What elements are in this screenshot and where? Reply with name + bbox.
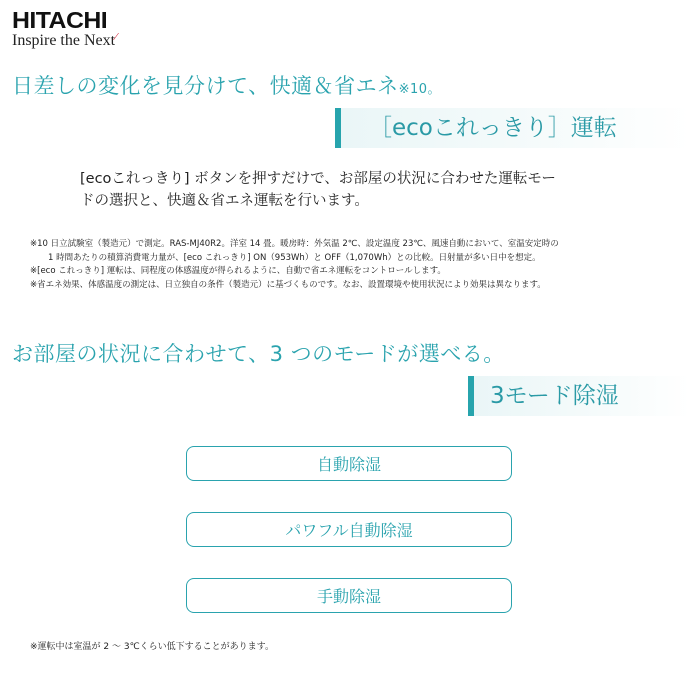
description-line-1: [ecoこれっきり] ボタンを押すだけで、お部屋の状況に合わせた運転モー (80, 171, 556, 187)
notes-block (30, 238, 670, 292)
tagline-swoosh-icon: ⁄ (115, 31, 117, 43)
mode-button-powerful-auto-dehumidify[interactable]: パワフル自動除湿 (186, 512, 512, 547)
description-line-2: ドの選択と、快適＆省エネ運転を行います。 (80, 193, 369, 209)
section2-heading: お部屋の状況に合わせて、3 つのモードが選べる。 (12, 342, 505, 366)
section1-heading-note: ※10。 (398, 82, 442, 97)
bottom-footnote: ※運転中は室温が 2 ～ 3℃くらい低下することがあります。 (30, 642, 274, 652)
logo-wordmark: HITACHI (12, 7, 108, 33)
note-1: ※10 日立試験室（製造元）で測定。RAS-MJ40R2。洋室 14 畳。暖房時：外気温 2℃、設定温度 23℃、風速自動において、室温安定時の (30, 239, 559, 249)
eco-feature-label: ［ecoこれっきり］運転 (335, 108, 690, 148)
mode-button-auto-dehumidify[interactable]: 自動除湿 (186, 446, 512, 481)
feature-description (80, 168, 640, 212)
mode-button-manual-dehumidify[interactable]: 手動除湿 (186, 578, 512, 613)
section1-heading-text: 日差しの変化を見分けて、快適＆省エネ (12, 74, 399, 98)
logo-tagline (12, 33, 115, 49)
note-1-cont: 1 時間あたりの積算消費電力量が、[eco これっきり] ON（953Wh）と OFF（1,070Wh）との比較。日射量が多い日中を想定。 (48, 252, 541, 263)
hitachi-logo (12, 8, 115, 49)
dehumidify-feature-label: 3モード除湿 (468, 376, 690, 416)
tagline-text: Inspire the Next (12, 32, 116, 49)
note-3: ※省エネ効果、体感温度の測定は、日立独自の条件（製造元）に基づくものです。なお、設置環境や使用状況により効果は異なります。 (30, 279, 546, 290)
note-2: ※[eco これっきり] 運転は、同程度の体感温度が得られるように、自動で省エネ運転をコントロールします。 (30, 266, 446, 276)
section1-heading (12, 70, 441, 100)
